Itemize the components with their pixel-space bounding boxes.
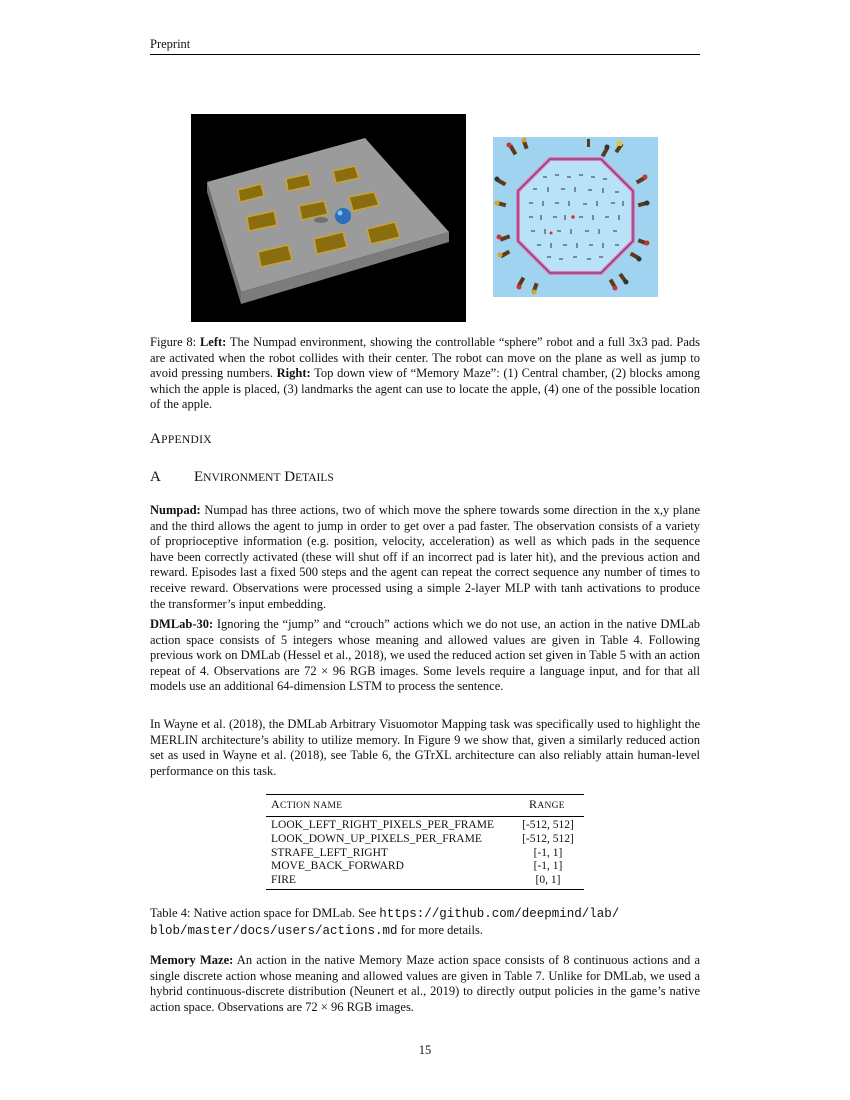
numpad-paragraph-text: Numpad has three actions, two of which move the sphere towards some direction in the x,y plane and the third allows the agent to jump in order to get over a pad faster. The observation consists of a variety of proprioceptive information (e.g. position, velocity, acceleration) as well as which pads in the sequence have been correctly activated (these will shut off if an incorrect pad is later hit), and the previous action and reward. Episodes last a fixed 500 steps and the agent can repeat the correct sequence any number of times to receive reward. Observations were processed using a simple 2-layer MLP with tanh activations to produce the transformer’s input embedding. [150,503,700,611]
memory-maze-render [493,137,658,297]
header-rule [150,54,700,55]
dmlab-paragraph-text: Ignoring the “jump” and “crouch” actions which we do not use, an action in the native DMLab action space consists of 5 integers whose meaning and allowed values are given in Table 4. Following previous work on DMLab (Hessel et al., 2018), we used the reduced action set given in Table 5 with an action repeat of 4. Observations are 72 × 96 RGB images. Some levels require a language input, and for that all models use an additional 64-dimension LSTM to process the sentence. [150,617,700,694]
section-heading [150,469,334,486]
table-cell-action: LOOK_DOWN_UP_PIXELS_PER_FRAME [271,833,482,845]
running-header: Preprint [150,37,191,51]
table-cell-range: [0, 1] [535,874,561,886]
table-header-action-name-rest: CTION NAME [279,801,343,811]
section-title-b-rest: ETAILS [295,472,334,484]
numpad-paragraph-label: Numpad: [150,503,201,517]
figure-right-text: Top down view of “Memory Maze”: (1) Central chamber, (2) blocks among which the apple is placed, (3) landmarks the agent can use to locate the apple, (4) one of the possible location of the apple. [150,366,701,412]
sphere-highlight [338,211,343,216]
appendix-heading [150,431,212,448]
memory-maze-paragraph [150,953,700,1015]
section-title-a-initial: E [194,469,204,485]
table-header-action-name-initial: A [271,797,280,811]
page-number: 15 [418,1043,432,1057]
apple-candidate [550,232,553,235]
table-caption-prefix: Table 4: Native action space for DMLab. See [150,906,377,920]
central-chamber-wall [518,159,633,273]
table-mid-rule [266,816,584,817]
apple-location [571,215,575,219]
table-header-range-rest: ANGE [537,801,565,811]
memory-maze-paragraph-label: Memory Maze: [150,953,234,967]
figure-left-text: The Numpad environment, showing the controllable “sphere” robot and a full 3x3 pad. Pads are activated when the robot collides with their center. The robot can move on the plane as well as jump to avoid pressing numbers. [150,335,701,381]
wayne-paragraph: In Wayne et al. (2018), the DMLab Arbitrary Visuomotor Mapping task was specifically used to highlight the MERLIN architecture’s ability to utilize memory. In Figure 9 we show that, given a similarly reduced action set as used in Wayne et al. (2018), see Table 6, the GTrXL architecture can also reliably attain human-level performance on this task. [150,717,700,778]
section-title-b-initial: D [284,469,296,485]
sphere-shadow [314,217,328,223]
section-title-a-rest: NVIRONMENT [203,472,281,484]
memory-maze-figure [493,137,658,297]
numpad-render [191,114,466,322]
table-bottom-rule [266,889,584,890]
figure-caption [150,335,700,413]
table-caption [150,905,700,939]
dmlab-paragraph [150,617,700,695]
appendix-heading-rest: PPENDIX [161,434,212,446]
figure-caption-label: Figure 8: [150,335,197,349]
table-cell-range: [-512, 512] [522,833,574,845]
memory-maze-paragraph-text: An action in the native Memory Maze action space consists of 8 continuous actions and a single discrete action whose meaning and allowed values are given in Table 7. Unlike for DMLab, we used a hybrid continuous-discrete distribution (Neunert et al., 2019) to directly output policies in the game’s native action space. Observations are 72 × 96 RGB images. [150,953,701,1014]
table-cell-range: [-512, 512] [522,819,574,831]
table-cell-range: [-1, 1] [533,860,563,872]
numpad-figure [191,114,466,322]
numpad-paragraph [150,503,700,612]
section-number: A [150,469,161,485]
table-caption-url-continued[interactable]: blob/master/docs/users/actions.md [150,924,398,938]
table-caption-suffix: for more details. [400,923,483,937]
table-header-range-initial: R [529,797,538,811]
table-cell-action: MOVE_BACK_FORWARD [271,860,404,872]
sphere-robot [335,208,351,224]
table-header-range [529,797,565,812]
table-cell-action: FIRE [271,874,296,886]
table-top-rule [266,794,584,795]
figure-right-label: Right: [276,366,311,381]
table-cell-action: LOOK_LEFT_RIGHT_PIXELS_PER_FRAME [271,819,494,831]
dmlab-paragraph-label: DMLab-30: [150,617,214,631]
table-header-action-name [271,797,342,812]
table-cell-range: [-1, 1] [533,847,563,859]
table-cell-action: STRAFE_LEFT_RIGHT [271,847,388,859]
appendix-heading-initial: A [150,431,162,447]
table-caption-url[interactable]: https://github.com/deepmind/lab/ [379,907,620,921]
figure-left-label: Left: [199,335,227,349]
